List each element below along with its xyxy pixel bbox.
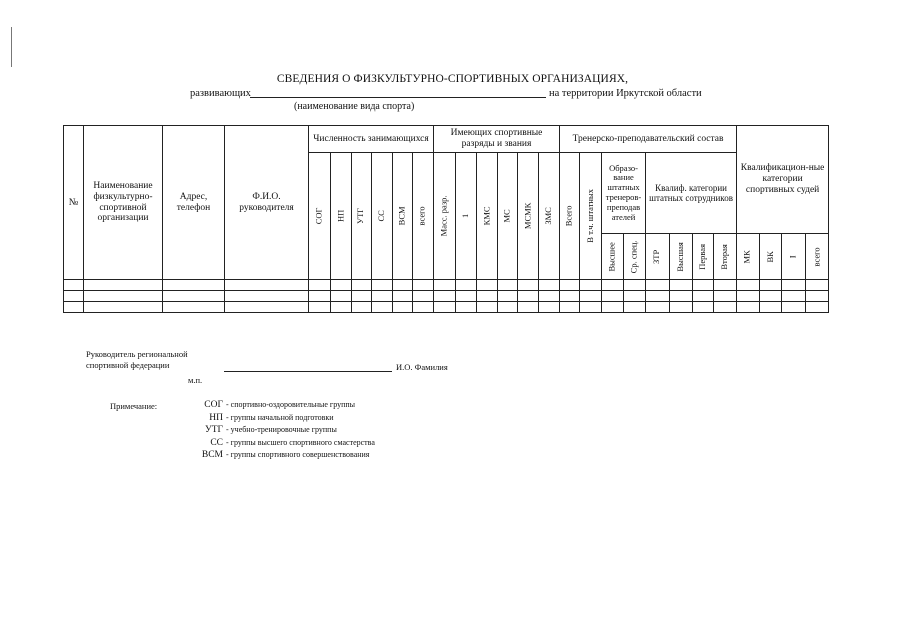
table-cell xyxy=(646,302,670,313)
table-cell xyxy=(331,291,352,302)
table-cell xyxy=(670,302,693,313)
note-item xyxy=(163,425,375,438)
table-cell xyxy=(309,280,331,291)
table-cell xyxy=(580,302,602,313)
table-cell xyxy=(163,291,225,302)
table-cell xyxy=(714,291,737,302)
table-cell xyxy=(434,302,456,313)
table-cell xyxy=(352,302,372,313)
table-cell xyxy=(539,291,560,302)
table-cell xyxy=(372,280,393,291)
table-cell xyxy=(714,302,737,313)
table-cell xyxy=(225,291,309,302)
table-cell xyxy=(693,302,714,313)
table-cell xyxy=(64,291,84,302)
note-item xyxy=(163,413,375,426)
header-qual-ztr: ЗТР xyxy=(646,234,670,280)
table-cell xyxy=(560,302,580,313)
table-cell xyxy=(498,280,518,291)
table-cell xyxy=(806,302,829,313)
table-cell xyxy=(560,291,580,302)
table-cell xyxy=(646,280,670,291)
signature-title: Руководитель региональной спортивной федерации xyxy=(86,349,188,370)
header-coach-total: Всего xyxy=(560,153,580,280)
note-item xyxy=(163,400,375,413)
table-cell xyxy=(352,280,372,291)
header-rank-mass: Масс. разр. xyxy=(434,153,456,280)
note-code: СОГ xyxy=(204,400,223,410)
table-cell xyxy=(646,291,670,302)
header-coaches-group: Тренерско-преподавательский состав xyxy=(560,126,737,153)
header-judge-mk: МК xyxy=(737,234,760,280)
table-cell xyxy=(806,291,829,302)
table-cell xyxy=(782,291,806,302)
header-enrolled-np: НП xyxy=(331,153,352,280)
header-judge-first: I xyxy=(782,234,806,280)
table-row xyxy=(64,280,829,291)
header-qual-first: Первая xyxy=(693,234,714,280)
table-cell xyxy=(163,302,225,313)
note-code: ВСМ xyxy=(201,450,223,460)
table-cell xyxy=(624,280,646,291)
header-qual-highest: Высшая xyxy=(670,234,693,280)
table-cell xyxy=(309,291,331,302)
table-cell xyxy=(84,291,163,302)
table-cell xyxy=(413,280,434,291)
header-qual-second: Вторая xyxy=(714,234,737,280)
table-cell xyxy=(670,291,693,302)
table-cell xyxy=(225,302,309,313)
form-title: СВЕДЕНИЯ О ФИЗКУЛЬТУРНО-СПОРТИВНЫХ ОРГАНИЗАЦИЯХ, xyxy=(276,73,629,85)
header-enrolled-utg: УТГ xyxy=(352,153,372,280)
table-cell xyxy=(393,291,413,302)
header-rank-ms: МС xyxy=(498,153,518,280)
note-item xyxy=(163,438,375,451)
table-cell xyxy=(737,302,760,313)
binding-margin-mark xyxy=(11,27,12,67)
table-cell xyxy=(456,291,477,302)
header-qual-group: Квалиф. категории штатных сотрудников xyxy=(646,153,737,234)
table-cell xyxy=(163,280,225,291)
note-code: УТГ xyxy=(204,425,223,435)
table-cell xyxy=(782,302,806,313)
table-cell xyxy=(434,280,456,291)
table-cell xyxy=(580,280,602,291)
table-cell xyxy=(602,291,624,302)
table-cell xyxy=(737,291,760,302)
table-cell xyxy=(477,280,498,291)
table-cell xyxy=(477,302,498,313)
note-code: НП xyxy=(209,412,223,423)
signature-line xyxy=(224,371,392,372)
table-cell xyxy=(518,302,539,313)
developing-label: развивающих xyxy=(190,88,251,99)
header-org-name: Наименование физкультурно-спортивной организации xyxy=(84,126,163,280)
header-enrolled-ss: СС xyxy=(372,153,393,280)
table-cell xyxy=(456,302,477,313)
table-cell xyxy=(782,280,806,291)
note-text: - учебно-тренировочные группы xyxy=(226,425,337,434)
note-item xyxy=(163,450,375,463)
table-cell xyxy=(539,280,560,291)
table-cell xyxy=(518,280,539,291)
table-cell xyxy=(413,291,434,302)
organizations-table xyxy=(63,125,829,313)
table-cell xyxy=(602,280,624,291)
table-cell xyxy=(84,280,163,291)
header-enrolled-sog: СОГ xyxy=(309,153,331,280)
header-education-group: Образо-вание штатных тренеров-преподав ателей xyxy=(602,153,646,234)
table-cell xyxy=(372,302,393,313)
table-cell xyxy=(760,280,782,291)
table-cell xyxy=(372,291,393,302)
table-cell xyxy=(539,302,560,313)
header-coach-staff: В т.ч. штатных xyxy=(580,153,602,280)
table-cell xyxy=(760,302,782,313)
stamp-place: м.п. xyxy=(188,375,203,385)
header-enrolled-vsm: ВСМ xyxy=(393,153,413,280)
header-address: Адрес, телефон xyxy=(163,126,225,280)
table-cell xyxy=(624,302,646,313)
table-cell xyxy=(498,291,518,302)
header-head-name: Ф.И.О. руководителя xyxy=(225,126,309,280)
header-number: № xyxy=(64,126,84,280)
table-cell xyxy=(413,302,434,313)
table-cell xyxy=(225,280,309,291)
sport-name-hint: (наименование вида спорта) xyxy=(294,101,415,112)
sport-name-line xyxy=(250,97,546,98)
table-row xyxy=(64,302,829,313)
header-edu-higher: Высшее xyxy=(602,234,624,280)
table-cell xyxy=(518,291,539,302)
header-rank-msmk: МСМК xyxy=(518,153,539,280)
table-row xyxy=(64,291,829,302)
table-cell xyxy=(331,302,352,313)
table-cell xyxy=(393,302,413,313)
table-cell xyxy=(434,291,456,302)
signature-name: И.О. Фамилия xyxy=(396,362,448,372)
note-text: - группы начальной подготовки xyxy=(226,412,334,422)
header-judge-vk: ВК xyxy=(760,234,782,280)
table-cell xyxy=(806,280,829,291)
table-cell xyxy=(456,280,477,291)
table-cell xyxy=(714,280,737,291)
table-cell xyxy=(670,280,693,291)
table-cell xyxy=(64,302,84,313)
header-edu-special: Ср. спец. xyxy=(624,234,646,280)
note-text: - спортивно-оздоровительные группы xyxy=(226,400,356,409)
table-cell xyxy=(352,291,372,302)
header-ranks-group: Имеющих спортивные разряды и звания xyxy=(434,126,560,153)
table-cell xyxy=(602,302,624,313)
table-cell xyxy=(84,302,163,313)
table-cell xyxy=(331,280,352,291)
table-cell xyxy=(477,291,498,302)
table-cell xyxy=(737,280,760,291)
table-cell xyxy=(693,280,714,291)
table-cell xyxy=(760,291,782,302)
header-rank-first: 1 xyxy=(456,153,477,280)
note-code: СС xyxy=(210,437,223,448)
header-rank-kms: КМС xyxy=(477,153,498,280)
notes-list xyxy=(163,400,375,463)
note-text: - группы высшего спортивного смастерства xyxy=(226,437,375,447)
header-rank-zms: ЗМС xyxy=(539,153,560,280)
table-cell xyxy=(309,302,331,313)
header-enrolled-group: Численность занимающихся xyxy=(309,126,434,153)
region-text: на территории Иркутской области xyxy=(549,88,702,99)
table-body xyxy=(64,280,829,313)
table-cell xyxy=(580,291,602,302)
header-judge-total: всего xyxy=(806,234,829,280)
table-cell xyxy=(624,291,646,302)
table-cell xyxy=(64,280,84,291)
table-cell xyxy=(560,280,580,291)
table-cell xyxy=(393,280,413,291)
table-cell xyxy=(693,291,714,302)
notes-label: Примечание: xyxy=(110,401,158,411)
table-cell xyxy=(498,302,518,313)
header-enrolled-total: всего xyxy=(413,153,434,280)
note-text: - группы спортивного совершенствования xyxy=(226,450,370,459)
header-judges-group: Квалификацион-ные категории спортивных судей xyxy=(737,126,829,234)
